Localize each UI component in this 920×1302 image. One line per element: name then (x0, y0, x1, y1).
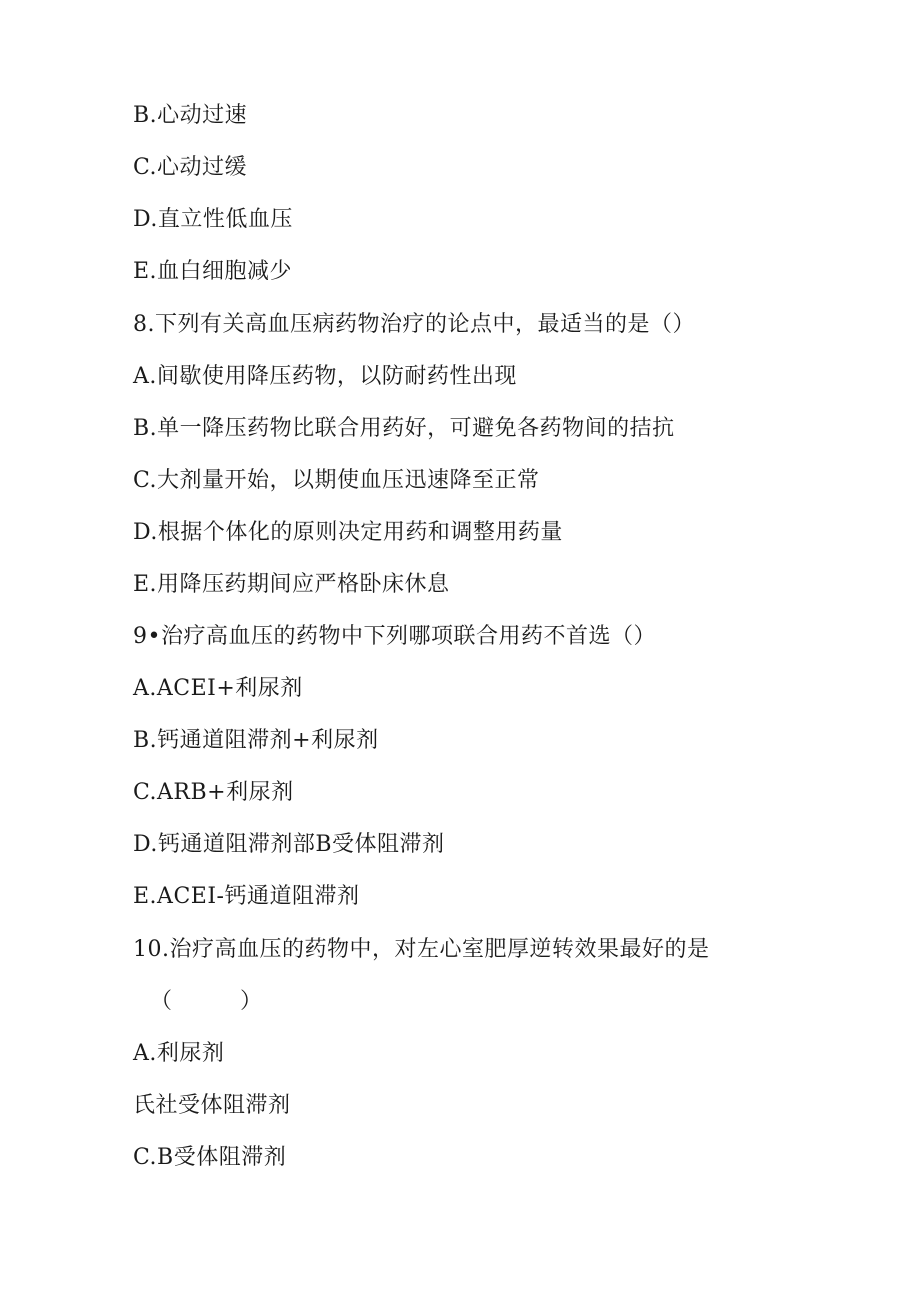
option-c-q8: C.大剂量开始，以期使血压迅速降至正常 (133, 468, 540, 493)
option-a-q8: A.间歇使用降压药物，以防耐药性出现 (133, 364, 517, 389)
option-e-q7: E.血白细胞减少 (133, 259, 293, 284)
question-10-blank: （ ） (150, 989, 263, 1014)
question-9: 9•治疗高血压的药物中下列哪项联合用药不首选（） (133, 624, 656, 649)
option-d-q8: D.根据个体化的原则决定用药和调整用药量 (133, 520, 563, 545)
option-e-q8: E.用降压药期间应严格卧床休息 (133, 572, 450, 597)
option-c-q10: C.B受体阻滞剂 (133, 1145, 287, 1170)
option-b-q9: B.钙通道阻滞剂+利尿剂 (133, 728, 379, 753)
option-a-q9: A.ACEI+利尿剂 (133, 676, 303, 701)
option-c-q9: C.ARB+利尿剂 (133, 780, 294, 805)
option-c-q7: C.心动过缓 (133, 155, 248, 180)
option-e-q9: E.ACEI-钙通道阻滞剂 (133, 884, 360, 909)
option-b-q7: B.心动过速 (133, 103, 248, 128)
option-b-q10: 氏社受体阻滞剂 (133, 1093, 291, 1118)
option-d-q9: D.钙通道阻滞剂部B受体阻滞剂 (133, 832, 445, 857)
option-b-q8: B.单一降压药物比联合用药好，可避免各药物间的拮抗 (133, 416, 675, 441)
question-8: 8.下列有关高血压病药物治疗的论点中，最适当的是（） (133, 312, 695, 337)
question-10: 10.治疗高血压的药物中，对左心室肥厚逆转效果最好的是 (133, 937, 710, 962)
option-a-q10: A.利尿剂 (133, 1041, 225, 1066)
option-d-q7: D.直立性低血压 (133, 207, 293, 232)
